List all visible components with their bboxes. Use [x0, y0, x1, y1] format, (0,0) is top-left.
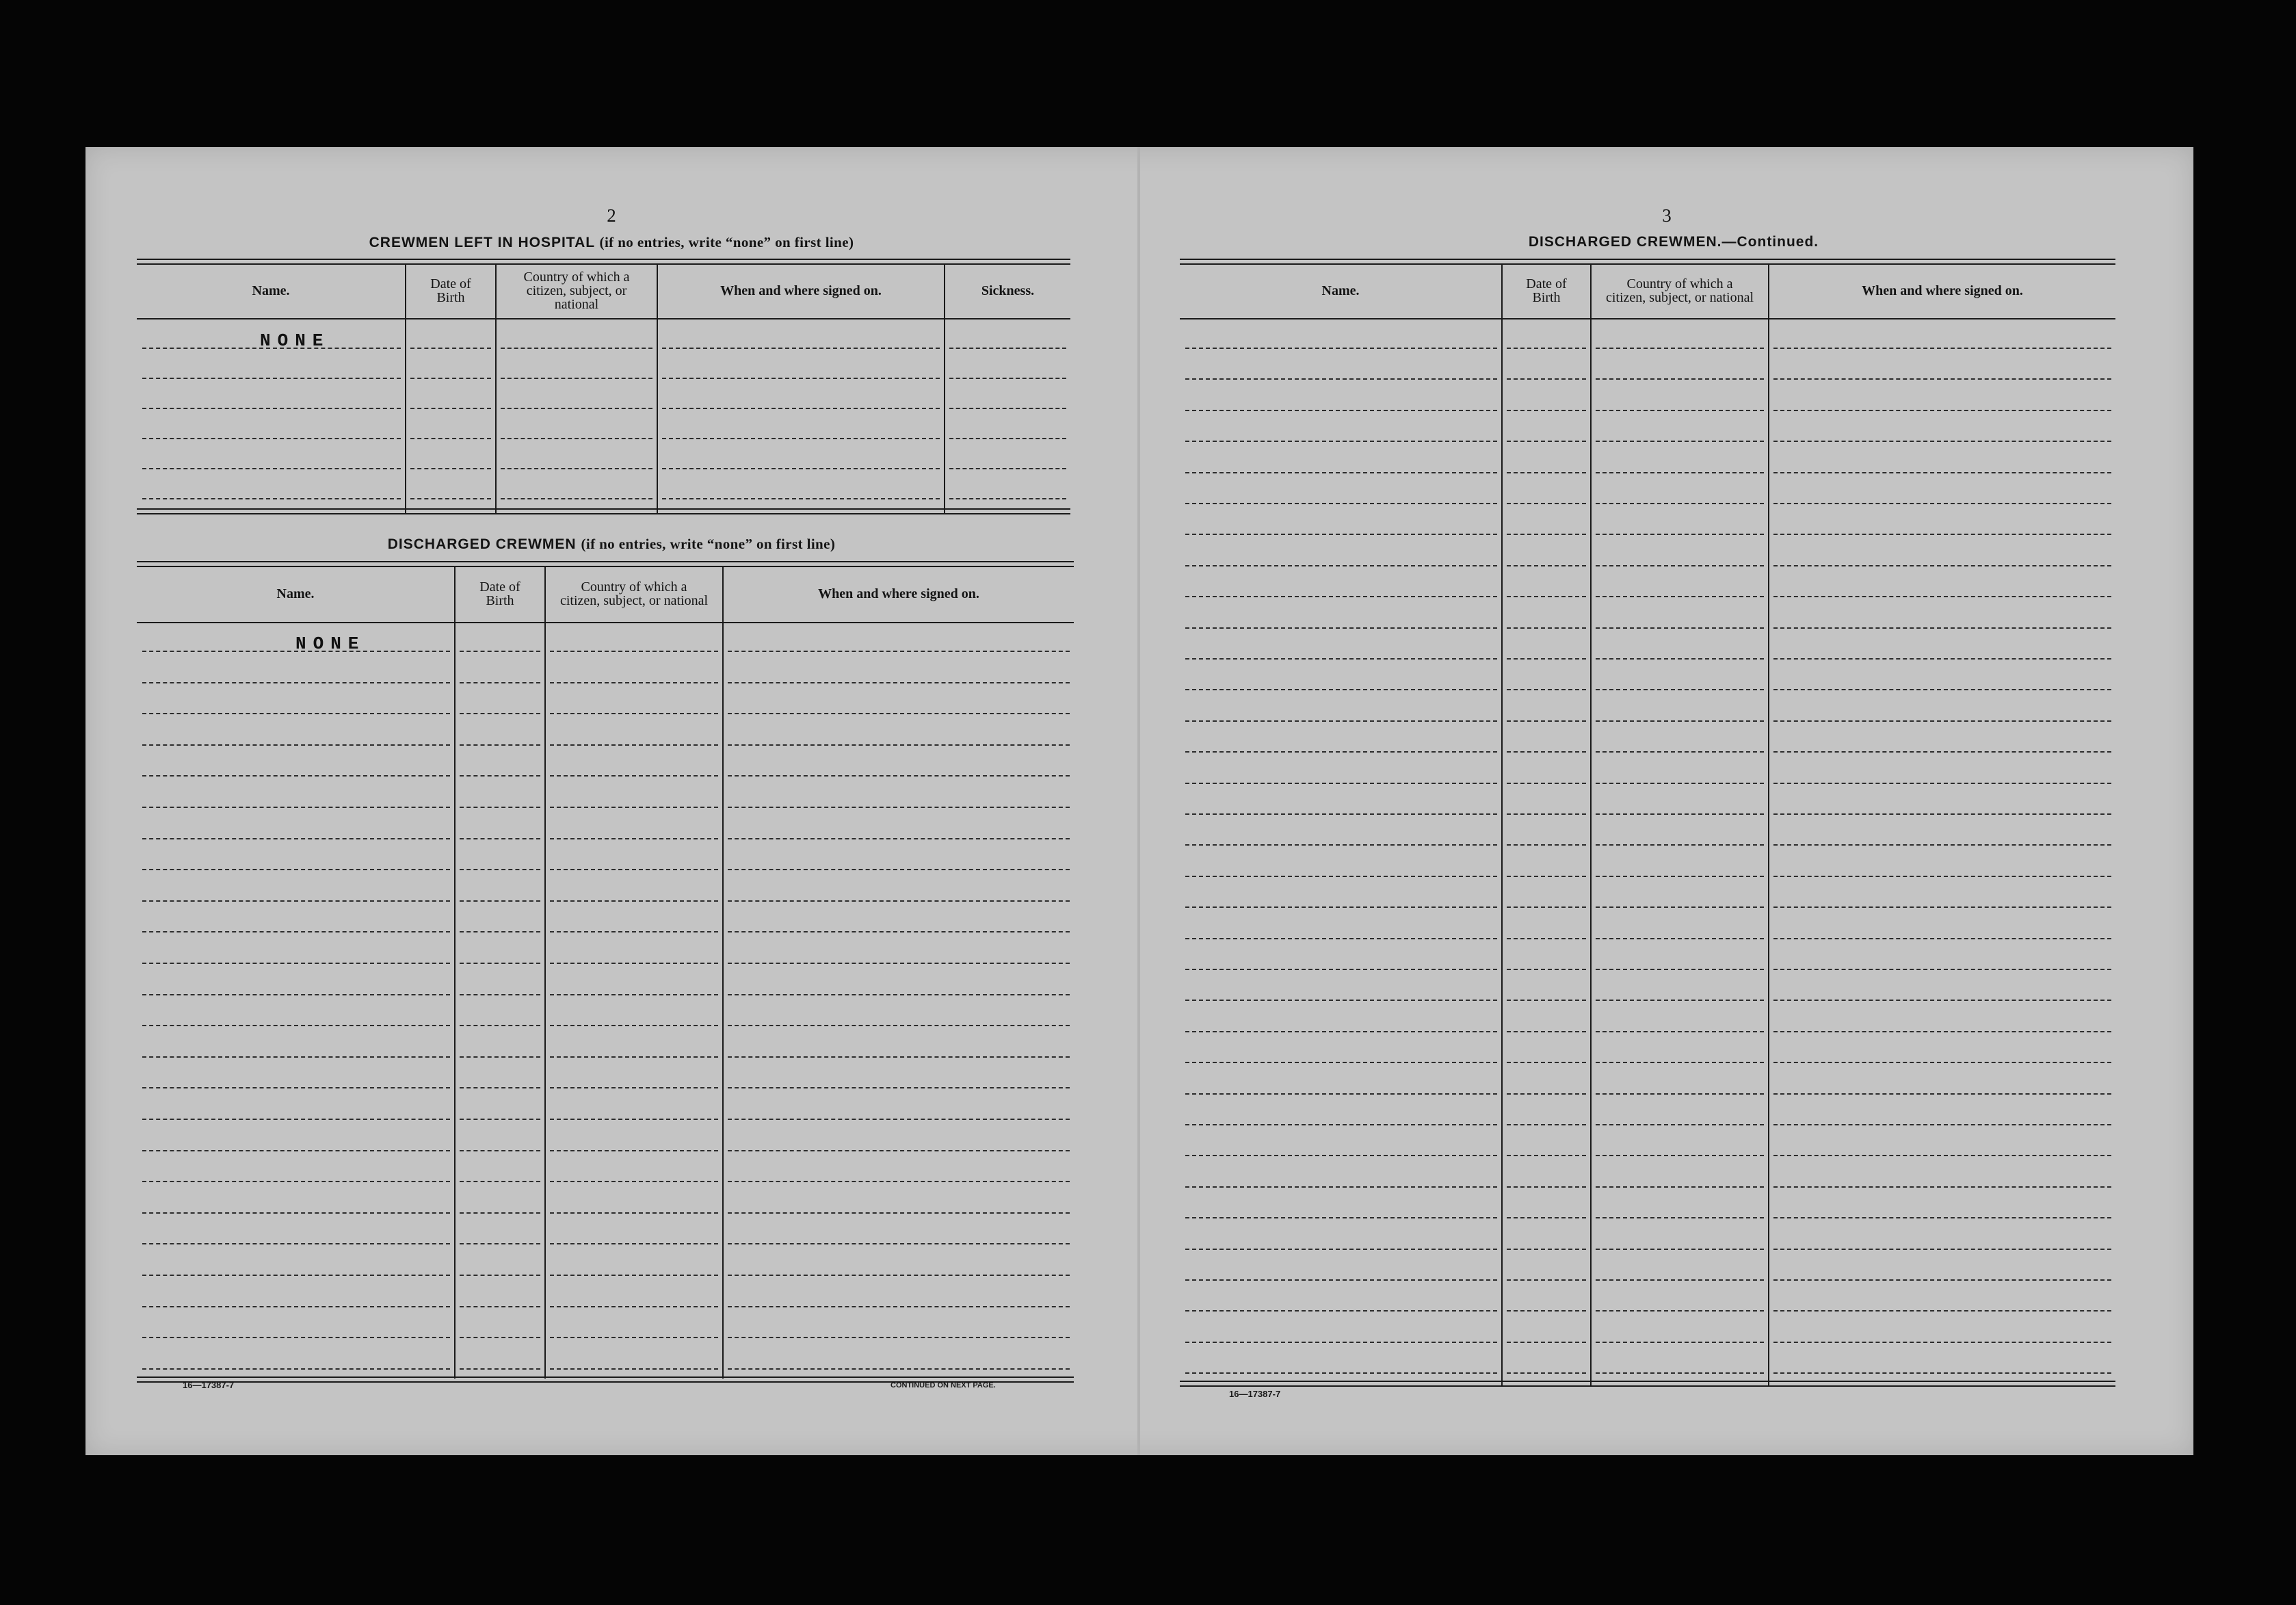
write-line — [728, 1368, 1070, 1370]
write-line — [1596, 1093, 1764, 1095]
write-line — [1773, 1155, 2111, 1156]
write-line — [662, 348, 940, 349]
write-line — [1596, 1342, 1764, 1343]
write-line — [1185, 565, 1497, 566]
write-line — [550, 931, 718, 932]
write-line — [501, 348, 652, 349]
write-line — [1773, 813, 2111, 815]
column-header-country: Country of which a citizen, subject, or national — [1605, 276, 1754, 305]
write-line — [1507, 1186, 1586, 1188]
write-line — [1773, 1372, 2111, 1374]
write-line — [728, 1119, 1070, 1120]
write-line — [142, 775, 450, 777]
write-line — [1773, 348, 2111, 349]
write-line — [550, 682, 718, 683]
write-line — [1185, 813, 1497, 815]
write-line — [1185, 1310, 1497, 1312]
write-line — [460, 900, 540, 902]
write-line — [1596, 378, 1764, 380]
write-line — [1773, 720, 2111, 722]
write-line — [1773, 1124, 2111, 1125]
write-line — [550, 963, 718, 964]
write-line — [460, 1087, 540, 1088]
write-line — [550, 1087, 718, 1088]
write-line — [501, 468, 652, 469]
write-line — [1507, 1155, 1586, 1156]
write-line — [662, 498, 940, 499]
write-line — [550, 869, 718, 870]
hospital-section-title — [85, 234, 1137, 251]
discharged-title: DISCHARGED CREWMEN — [387, 536, 577, 552]
write-line — [1507, 596, 1586, 597]
write-line — [1185, 1155, 1497, 1156]
write-line — [949, 348, 1066, 349]
write-line — [1773, 472, 2111, 473]
write-line — [1773, 906, 2111, 908]
write-line — [1507, 565, 1586, 566]
write-line — [1596, 410, 1764, 411]
column-header-sickness: Sickness. — [981, 283, 1035, 298]
write-line — [1507, 1031, 1586, 1032]
write-line — [1773, 938, 2111, 939]
column-header-date-of-birth: Date of Birth — [1526, 276, 1567, 305]
write-line — [550, 1181, 718, 1182]
write-line — [142, 438, 401, 439]
write-line — [1596, 1249, 1764, 1250]
write-line — [1596, 938, 1764, 939]
write-line — [1185, 844, 1497, 846]
write-line — [1773, 844, 2111, 846]
write-line — [142, 1025, 450, 1026]
write-line — [460, 994, 540, 995]
write-line — [550, 1306, 718, 1307]
write-line — [142, 1243, 450, 1244]
write-line — [550, 744, 718, 746]
column-header-date-of-birth: Date of Birth — [479, 579, 520, 608]
write-line — [1185, 410, 1497, 411]
write-line — [501, 498, 652, 499]
write-line — [1773, 1342, 2111, 1343]
write-line — [410, 378, 491, 379]
write-line — [142, 348, 401, 349]
write-line — [1185, 627, 1497, 629]
write-line — [1773, 783, 2111, 784]
write-line — [1596, 1031, 1764, 1032]
write-line — [1596, 720, 1764, 722]
write-line — [1596, 844, 1764, 846]
discharged-section-title — [85, 536, 1137, 553]
write-line — [1185, 906, 1497, 908]
write-line — [1596, 565, 1764, 566]
write-line — [1507, 1310, 1586, 1312]
write-line — [949, 498, 1066, 499]
write-line — [501, 378, 652, 379]
write-line — [460, 1056, 540, 1058]
write-line — [728, 838, 1070, 839]
write-line — [949, 378, 1066, 379]
write-line — [550, 1056, 718, 1058]
write-line — [1596, 1124, 1764, 1125]
page-number: 2 — [607, 205, 616, 226]
write-line — [550, 1119, 718, 1120]
write-line — [728, 744, 1070, 746]
write-line — [1185, 441, 1497, 442]
write-line — [460, 682, 540, 683]
write-line — [1773, 689, 2111, 690]
write-line — [460, 1150, 540, 1151]
write-line — [142, 1087, 450, 1088]
write-line — [1507, 876, 1586, 877]
write-line — [1596, 1372, 1764, 1374]
column-header-name: Name. — [252, 283, 290, 298]
write-line — [949, 438, 1066, 439]
write-line — [1185, 1000, 1497, 1001]
write-line — [1596, 441, 1764, 442]
write-line — [728, 651, 1070, 652]
write-line — [1596, 1310, 1764, 1312]
write-line — [1507, 1217, 1586, 1218]
write-line — [1185, 1062, 1497, 1063]
column-header-when-where: When and where signed on. — [720, 283, 882, 298]
write-line — [1507, 689, 1586, 690]
discharged-entry-none: NONE — [295, 634, 366, 654]
hospital-table — [137, 259, 1070, 513]
write-line — [460, 1337, 540, 1338]
write-line — [1596, 503, 1764, 504]
write-line — [142, 713, 450, 714]
write-line — [1773, 596, 2111, 597]
write-line — [1596, 1062, 1764, 1063]
write-line — [728, 931, 1070, 932]
write-line — [1507, 751, 1586, 753]
write-line — [1773, 441, 2111, 442]
write-line — [550, 838, 718, 839]
write-line — [1596, 876, 1764, 877]
write-line — [1507, 503, 1586, 504]
write-line — [460, 1306, 540, 1307]
write-line — [550, 1243, 718, 1244]
write-line — [1185, 472, 1497, 473]
write-line — [142, 931, 450, 932]
write-line — [1507, 1000, 1586, 1001]
write-line — [142, 378, 401, 379]
write-line — [728, 1087, 1070, 1088]
write-line — [1773, 1279, 2111, 1281]
write-line — [1507, 348, 1586, 349]
write-line — [550, 713, 718, 714]
write-line — [1596, 1155, 1764, 1156]
write-line — [501, 438, 652, 439]
write-line — [460, 838, 540, 839]
write-line — [410, 468, 491, 469]
write-line — [550, 900, 718, 902]
write-line — [1773, 1031, 2111, 1032]
write-line — [1185, 378, 1497, 380]
write-line — [728, 1306, 1070, 1307]
write-line — [460, 1119, 540, 1120]
write-line — [662, 438, 940, 439]
write-line — [1773, 534, 2111, 535]
hospital-title: CREWMEN LEFT IN HOSPITAL — [369, 235, 595, 250]
write-line — [1507, 410, 1586, 411]
write-line — [1596, 596, 1764, 597]
column-header-name: Name. — [276, 586, 315, 601]
write-line — [662, 468, 940, 469]
column-header-country: Country of which a citizen, subject, or national — [559, 579, 709, 608]
write-line — [662, 378, 940, 379]
write-line — [728, 1337, 1070, 1338]
write-line — [460, 931, 540, 932]
write-line — [550, 1368, 718, 1370]
write-line — [1185, 596, 1497, 597]
write-line — [728, 1150, 1070, 1151]
write-line — [142, 1275, 450, 1276]
write-line — [728, 1056, 1070, 1058]
write-line — [1185, 938, 1497, 939]
write-line — [142, 408, 401, 409]
write-line — [1507, 1372, 1586, 1374]
write-line — [460, 869, 540, 870]
write-line — [142, 1368, 450, 1370]
write-line — [1596, 906, 1764, 908]
write-line — [728, 994, 1070, 995]
write-line — [1185, 1372, 1497, 1374]
write-line — [1773, 1186, 2111, 1188]
write-line — [1185, 658, 1497, 660]
hospital-note: (if no entries, write “none” on first line) — [599, 234, 854, 250]
write-line — [1507, 658, 1586, 660]
write-line — [1185, 1342, 1497, 1343]
write-line — [1507, 534, 1586, 535]
write-line — [1773, 1249, 2111, 1250]
form-number: 16—17387-7 — [1229, 1389, 1281, 1399]
write-line — [142, 498, 401, 499]
write-line — [1185, 720, 1497, 722]
discharged-continued-table — [1180, 259, 2115, 1394]
form-number: 16—17387-7 — [183, 1380, 235, 1390]
write-line — [1773, 1000, 2111, 1001]
write-line — [1596, 783, 1764, 784]
write-line — [1507, 1249, 1586, 1250]
write-line — [1773, 1217, 2111, 1218]
write-line — [728, 807, 1070, 808]
write-line — [410, 348, 491, 349]
column-header-country: Country of which a citizen, subject, or national — [523, 270, 630, 312]
write-line — [1773, 751, 2111, 753]
write-line — [142, 744, 450, 746]
write-line — [1507, 1342, 1586, 1343]
write-line — [1596, 1000, 1764, 1001]
write-line — [1773, 876, 2111, 877]
write-line — [1185, 1217, 1497, 1218]
write-line — [1185, 1124, 1497, 1125]
write-line — [1185, 969, 1497, 970]
discharged-continued-title: DISCHARGED CREWMEN.—Continued. — [1528, 234, 1819, 250]
write-line — [1773, 378, 2111, 380]
write-line — [142, 1337, 450, 1338]
write-line — [460, 1243, 540, 1244]
write-line — [1596, 1279, 1764, 1281]
write-line — [1185, 534, 1497, 535]
write-line — [1507, 472, 1586, 473]
form-sheet — [85, 147, 2193, 1455]
write-line — [550, 775, 718, 777]
write-line — [1596, 813, 1764, 815]
write-line — [1507, 938, 1586, 939]
write-line — [1185, 689, 1497, 690]
column-header-date-of-birth: Date of Birth — [430, 276, 471, 305]
hospital-entry-none: NONE — [260, 330, 330, 351]
write-line — [1773, 410, 2111, 411]
write-line — [1507, 813, 1586, 815]
write-line — [142, 682, 450, 683]
write-line — [1185, 1186, 1497, 1188]
write-line — [142, 963, 450, 964]
write-line — [1596, 1186, 1764, 1188]
write-line — [142, 1212, 450, 1214]
write-line — [728, 713, 1070, 714]
write-line — [1507, 1093, 1586, 1095]
write-line — [1596, 472, 1764, 473]
write-line — [728, 1212, 1070, 1214]
write-line — [728, 1025, 1070, 1026]
write-line — [142, 994, 450, 995]
write-line — [1773, 503, 2111, 504]
write-line — [550, 1212, 718, 1214]
write-line — [728, 869, 1070, 870]
write-line — [1507, 1279, 1586, 1281]
write-line — [1185, 348, 1497, 349]
write-line — [1507, 906, 1586, 908]
write-line — [410, 438, 491, 439]
write-line — [460, 713, 540, 714]
write-line — [460, 1212, 540, 1214]
continued-notice: CONTINUED ON NEXT PAGE. — [890, 1381, 996, 1389]
write-line — [1185, 783, 1497, 784]
write-line — [1596, 348, 1764, 349]
write-line — [949, 468, 1066, 469]
write-line — [1596, 689, 1764, 690]
write-line — [410, 498, 491, 499]
write-line — [142, 651, 450, 652]
discharged-table — [137, 561, 1074, 1382]
write-line — [1185, 876, 1497, 877]
write-line — [1596, 658, 1764, 660]
write-line — [460, 963, 540, 964]
write-line — [1507, 378, 1586, 380]
write-line — [1185, 1249, 1497, 1250]
write-line — [142, 1119, 450, 1120]
write-line — [1596, 751, 1764, 753]
write-line — [1507, 783, 1586, 784]
write-line — [1507, 720, 1586, 722]
write-line — [728, 682, 1070, 683]
write-line — [142, 807, 450, 808]
column-header-when-where: When and where signed on. — [1862, 283, 2023, 298]
write-line — [460, 1368, 540, 1370]
write-line — [1507, 441, 1586, 442]
write-line — [662, 408, 940, 409]
write-line — [410, 408, 491, 409]
write-line — [1596, 969, 1764, 970]
write-line — [142, 869, 450, 870]
write-line — [1773, 658, 2111, 660]
write-line — [460, 1181, 540, 1182]
write-line — [142, 900, 450, 902]
write-line — [460, 1025, 540, 1026]
write-line — [460, 1275, 540, 1276]
write-line — [1507, 969, 1586, 970]
write-line — [460, 744, 540, 746]
write-line — [550, 651, 718, 652]
write-line — [550, 1150, 718, 1151]
write-line — [1773, 969, 2111, 970]
write-line — [1185, 1279, 1497, 1281]
write-line — [728, 1181, 1070, 1182]
write-line — [728, 963, 1070, 964]
write-line — [1596, 1217, 1764, 1218]
write-line — [142, 838, 450, 839]
write-line — [1185, 503, 1497, 504]
write-line — [460, 775, 540, 777]
write-line — [460, 807, 540, 808]
write-line — [728, 1275, 1070, 1276]
write-line — [949, 408, 1066, 409]
write-line — [1596, 534, 1764, 535]
left-page — [85, 147, 1137, 1455]
write-line — [460, 651, 540, 652]
page-number: 3 — [1662, 205, 1672, 226]
write-line — [1773, 1062, 2111, 1063]
write-line — [142, 1306, 450, 1307]
write-line — [728, 900, 1070, 902]
write-line — [1185, 1031, 1497, 1032]
write-line — [1185, 751, 1497, 753]
write-line — [1507, 1124, 1586, 1125]
write-line — [501, 408, 652, 409]
write-line — [728, 775, 1070, 777]
write-line — [1773, 627, 2111, 629]
write-line — [142, 1056, 450, 1058]
write-line — [142, 1150, 450, 1151]
write-line — [550, 994, 718, 995]
write-line — [142, 468, 401, 469]
right-page — [1140, 147, 2193, 1455]
write-line — [1773, 565, 2111, 566]
write-line — [550, 1275, 718, 1276]
write-line — [728, 1243, 1070, 1244]
write-line — [1185, 1093, 1497, 1095]
write-line — [550, 1025, 718, 1026]
write-line — [1507, 1062, 1586, 1063]
write-line — [550, 807, 718, 808]
write-line — [1507, 627, 1586, 629]
write-line — [1507, 844, 1586, 846]
write-line — [1773, 1310, 2111, 1312]
write-line — [550, 1337, 718, 1338]
write-line — [1596, 627, 1764, 629]
discharged-note: (if no entries, write “none” on first line) — [581, 536, 836, 552]
write-line — [1773, 1093, 2111, 1095]
write-line — [142, 1181, 450, 1182]
column-header-name: Name. — [1321, 283, 1360, 298]
column-header-when-where: When and where signed on. — [818, 586, 979, 601]
